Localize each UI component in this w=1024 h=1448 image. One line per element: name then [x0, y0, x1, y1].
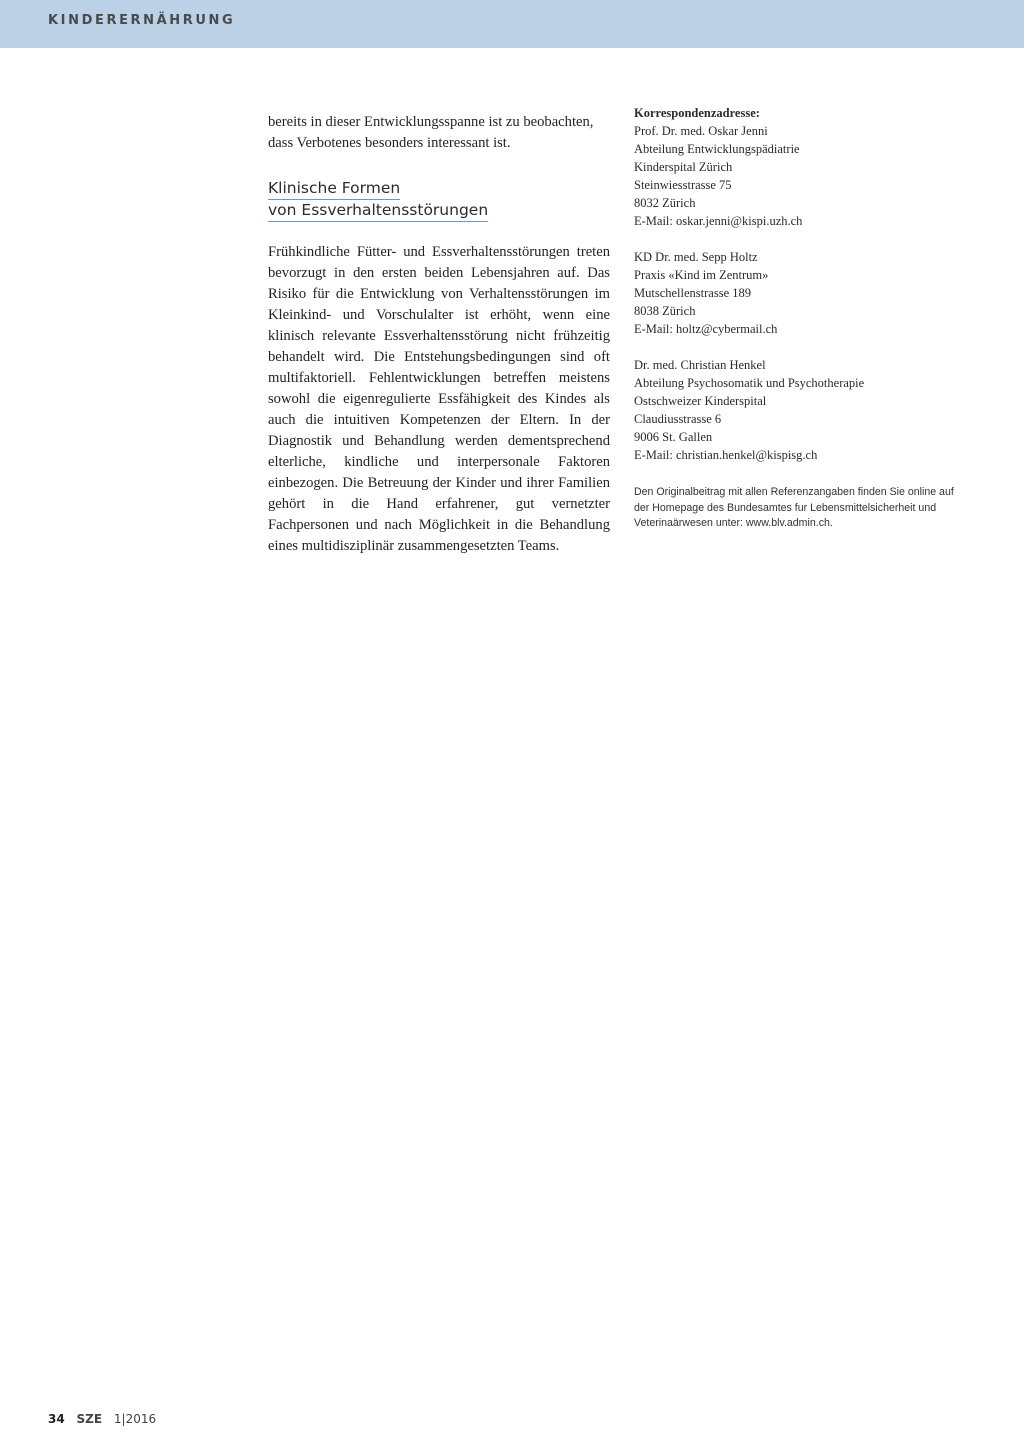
- contact-name: KD Dr. med. Sepp Holtz: [634, 250, 758, 264]
- contact-city: 9006 St. Gallen: [634, 430, 713, 444]
- contact-street: Claudiusstrasse 6: [634, 412, 722, 426]
- issue-number: 1|2016: [113, 1412, 157, 1426]
- contact-block-1: [634, 122, 964, 230]
- correspondence-label: Korrespondenzadresse:: [634, 106, 760, 120]
- contact-institution: Kinderspital Zürich: [634, 160, 733, 174]
- page-footer: [48, 1412, 156, 1426]
- contact-block-2: [634, 248, 964, 338]
- contact-name: Prof. Dr. med. Oskar Jenni: [634, 124, 768, 138]
- journal-name: SZE: [76, 1412, 103, 1426]
- contact-city: 8032 Zürich: [634, 196, 696, 210]
- section-title: KINDERERNÄHRUNG: [48, 13, 236, 28]
- body-paragraph: Frühkindliche Fütter- und Essverhaltensstörungen treten bevorzugt in den ersten beiden Lebensjahren auf. Das Risiko für die Entwicklung von Verhaltensstörungen im Kleinkind- und Vorschulalter ist erhöht, wenn eine klinisch relevante Essverhaltensstörung nicht frühzeitig behandelt wird. Die Entstehungsbedingungen sind oft multifaktoriell. Fehlentwicklungen betreffen meistens sowohl die eigenregulierte Essfähigkeit des Kindes als auch die intuitiven Kompetenzen der Eltern. In der Diagnostik und Behandlung werden dementsprechend elterliche, kindliche und interpersonale Faktoren einbezogen. Die Betreuung der Kinder und ihrer Familien gehört in die Hand erfahrener, gut vernetzter Fachpersonen und nach Möglichkeit in die Behandlung eines multidisziplinär zusammengesetzten Teams.: [268, 244, 610, 554]
- contact-email[interactable]: E-Mail: christian.henkel@kispisg.ch: [634, 448, 818, 462]
- contact-email[interactable]: E-Mail: oskar.jenni@kispi.uzh.ch: [634, 214, 803, 228]
- contact-block-3: [634, 356, 964, 464]
- heading-line-1: Klinische Formen: [268, 178, 400, 200]
- contact-institution: Ostschweizer Kinderspital: [634, 394, 767, 408]
- main-column: [268, 112, 610, 557]
- contact-name: Dr. med. Christian Henkel: [634, 358, 766, 372]
- contact-city: 8038 Zürich: [634, 304, 696, 318]
- section-heading: [268, 178, 610, 222]
- intro-paragraph: bereits in dieser Entwicklungsspanne ist zu beobachten, dass Verbotenes besonders interessant ist.: [268, 114, 594, 151]
- contact-institution: Praxis «Kind im Zentrum»: [634, 268, 769, 282]
- contact-department: Abteilung Entwicklungspädiatrie: [634, 142, 800, 156]
- contact-department: Abteilung Psychosomatik und Psychotherapie: [634, 376, 865, 390]
- correspondence-sidebar: [634, 104, 964, 532]
- heading-line-2: von Essverhaltensstörungen: [268, 200, 488, 222]
- page-number: 34: [48, 1412, 65, 1426]
- contact-email[interactable]: E-Mail: holtz@cybermail.ch: [634, 322, 778, 336]
- section-header-bar: [0, 0, 1024, 48]
- contact-street: Steinwiesstrasse 75: [634, 178, 732, 192]
- online-source-note: Den Originalbeitrag mit allen Referenzangaben finden Sie online auf der Homepage des Bundesamtes fur Lebensmittelsicherheit und Veterinaärwesen unter: www.blv.admin.ch.: [634, 486, 954, 529]
- contact-street: Mutschellenstrasse 189: [634, 286, 751, 300]
